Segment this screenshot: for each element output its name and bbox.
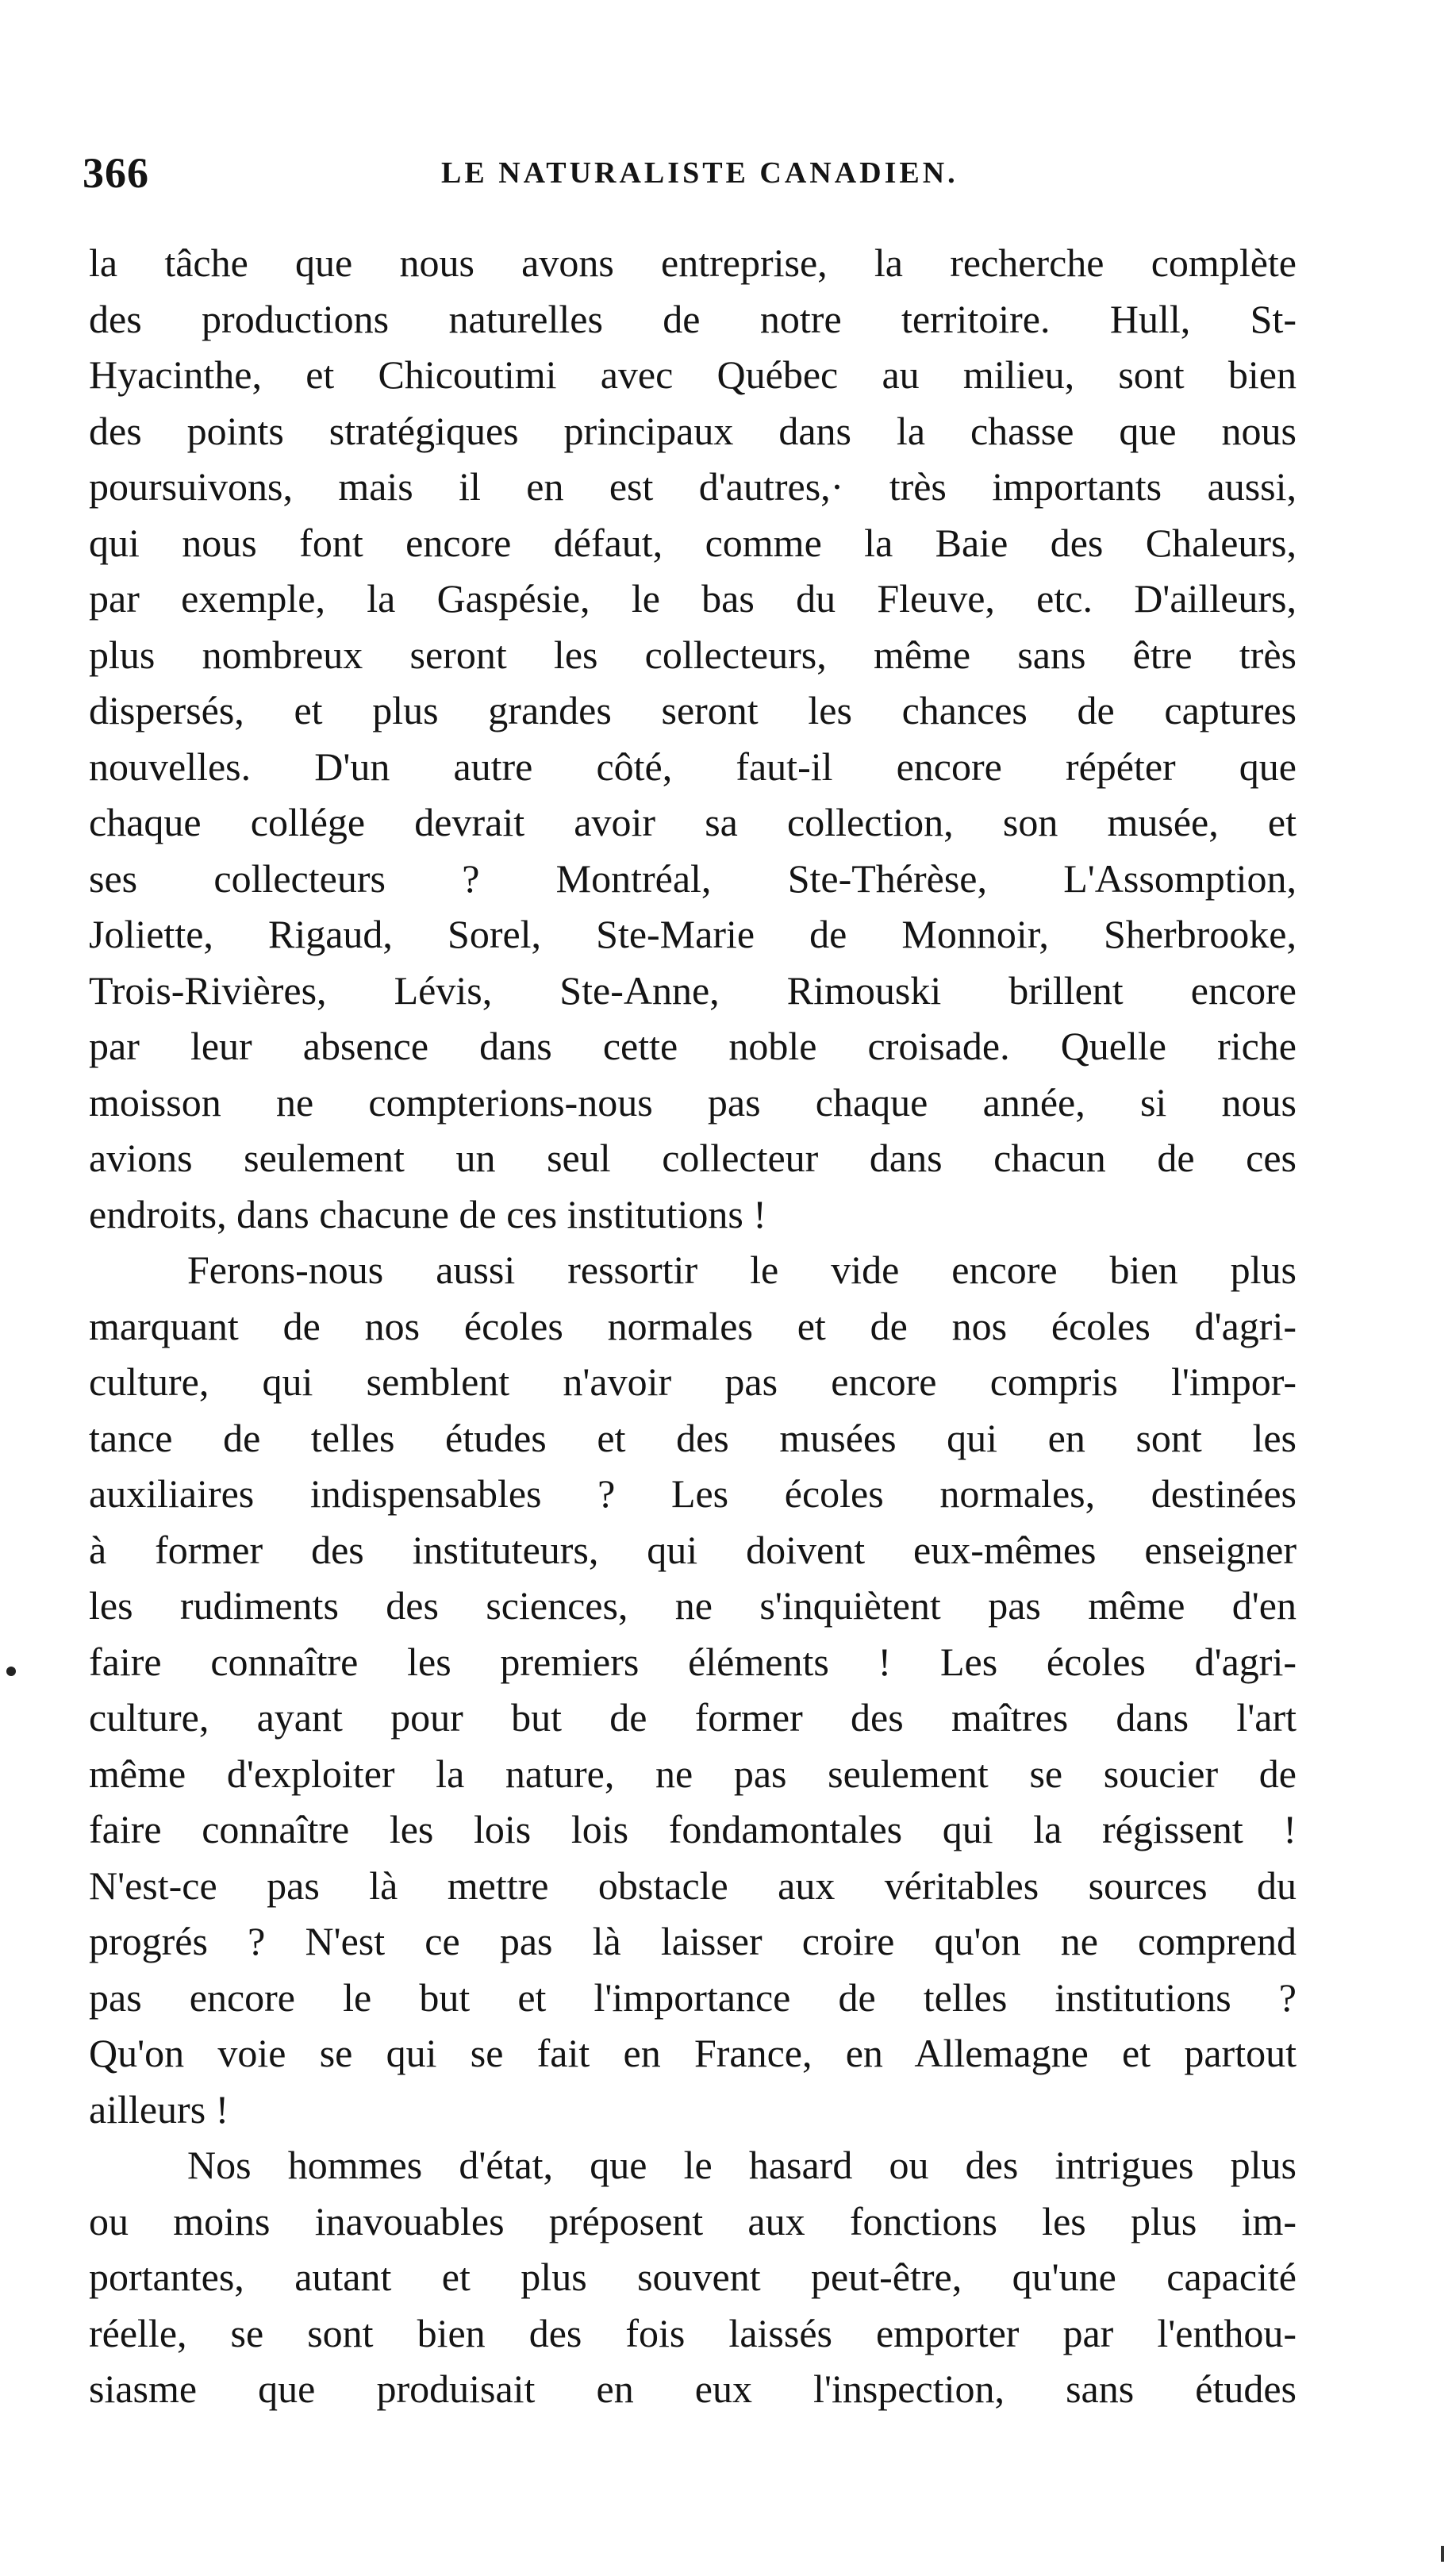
text-line: ou moins inavouables préposent aux fonctions les plus im- <box>89 2198 1297 2243</box>
text-line: faire connaître les premiers éléments ! Les écoles d'agri- <box>89 1639 1297 1684</box>
text-line: faire connaître les lois lois fondamontales qui la régissent ! <box>89 1807 1297 1851</box>
paragraph-start-line: Nos hommes d'état, que le hasard ou des intrigues plus <box>187 2143 1297 2187</box>
text-line: plus nombreux seront les collecteurs, même sans être très <box>89 632 1297 677</box>
text-line: à former des instituteurs, qui doivent eux-mêmes enseigner <box>89 1527 1297 1572</box>
text-line: ses collecteurs ? Montréal, Ste-Thérèse, L'Assomption, <box>89 855 1297 901</box>
text-line: N'est-ce pas là mettre obstacle aux véritables sources du <box>89 1863 1297 1908</box>
page-number: 366 <box>83 149 149 197</box>
text-line: tance de telles études et des musées qui en sont les <box>89 1415 1297 1460</box>
text-line: des points stratégiques principaux dans la chasse que nous <box>89 408 1297 453</box>
text-line: culture, ayant pour but de former des maîtres dans l'art <box>89 1695 1297 1740</box>
text-line: nouvelles. D'un autre côté, faut-il encore répéter que <box>89 744 1297 789</box>
text-line: poursuivons, mais il en est d'autres,· très importants aussi, <box>89 464 1297 509</box>
text-line: siasme que produisait en eux l'inspection, sans études <box>89 2366 1297 2411</box>
text-line: réelle, se sont bien des fois laissés emporter par l'enthou- <box>89 2310 1297 2355</box>
margin-ink-dot <box>6 1667 16 1676</box>
text-line: chaque collége devrait avoir sa collection, son musée, et <box>89 800 1297 844</box>
paragraph-start-line: Ferons-nous aussi ressortir le vide encore bien plus <box>187 1248 1297 1292</box>
text-line: moisson ne compterions-nous pas chaque année, si nous <box>89 1079 1297 1125</box>
paragraph-end-line: ailleurs ! <box>89 2086 229 2132</box>
page-text <box>89 235 1297 2417</box>
text-line: progrés ? N'est ce pas là laisser croire qu'on ne comprend <box>89 1919 1297 1963</box>
text-line: dispersés, et plus grandes seront les chances de captures <box>89 688 1297 732</box>
text-line: pas encore le but et l'importance de telles institutions ? <box>89 1974 1297 2020</box>
text-line: avions seulement un seul collecteur dans chacun de ces <box>89 1136 1297 1180</box>
running-title: LE NATURALISTE CANADIEN. <box>441 156 959 190</box>
corner-ink-mark <box>1441 2546 1444 2562</box>
text-line: culture, qui semblent n'avoir pas encore compris l'impor- <box>89 1359 1297 1404</box>
text-line: Joliette, Rigaud, Sorel, Ste-Marie de Monnoir, Sherbrooke, <box>89 912 1297 956</box>
text-line: portantes, autant et plus souvent peut-être, qu'une capacité <box>89 2255 1297 2299</box>
text-line: Hyacinthe, et Chicoutimi avec Québec au milieu, sont bien <box>89 352 1297 397</box>
text-line: par leur absence dans cette noble croisade. Quelle riche <box>89 1024 1297 1068</box>
text-line: des productions naturelles de notre territoire. Hull, St- <box>89 296 1297 341</box>
text-line: la tâche que nous avons entreprise, la recherche complète <box>89 240 1297 285</box>
text-line: Qu'on voie se qui se fait en France, en Allemagne et partout <box>89 2031 1297 2075</box>
text-line: par exemple, la Gaspésie, le bas du Fleuve, etc. D'ailleurs, <box>89 576 1297 621</box>
text-line: marquant de nos écoles normales et de nos écoles d'agri- <box>89 1303 1297 1348</box>
text-line: auxiliaires indispensables ? Les écoles normales, destinées <box>89 1471 1297 1516</box>
text-line: les rudiments des sciences, ne s'inquiètent pas même d'en <box>89 1583 1297 1628</box>
text-line: même d'exploiter la nature, ne pas seulement se soucier de <box>89 1751 1297 1796</box>
paragraph-end-line: endroits, dans chacune de ces institutions ! <box>89 1191 766 1236</box>
text-line: qui nous font encore défaut, comme la Baie des Chaleurs, <box>89 520 1297 565</box>
text-line: Trois-Rivières, Lévis, Ste-Anne, Rimouski brillent encore <box>89 967 1297 1013</box>
